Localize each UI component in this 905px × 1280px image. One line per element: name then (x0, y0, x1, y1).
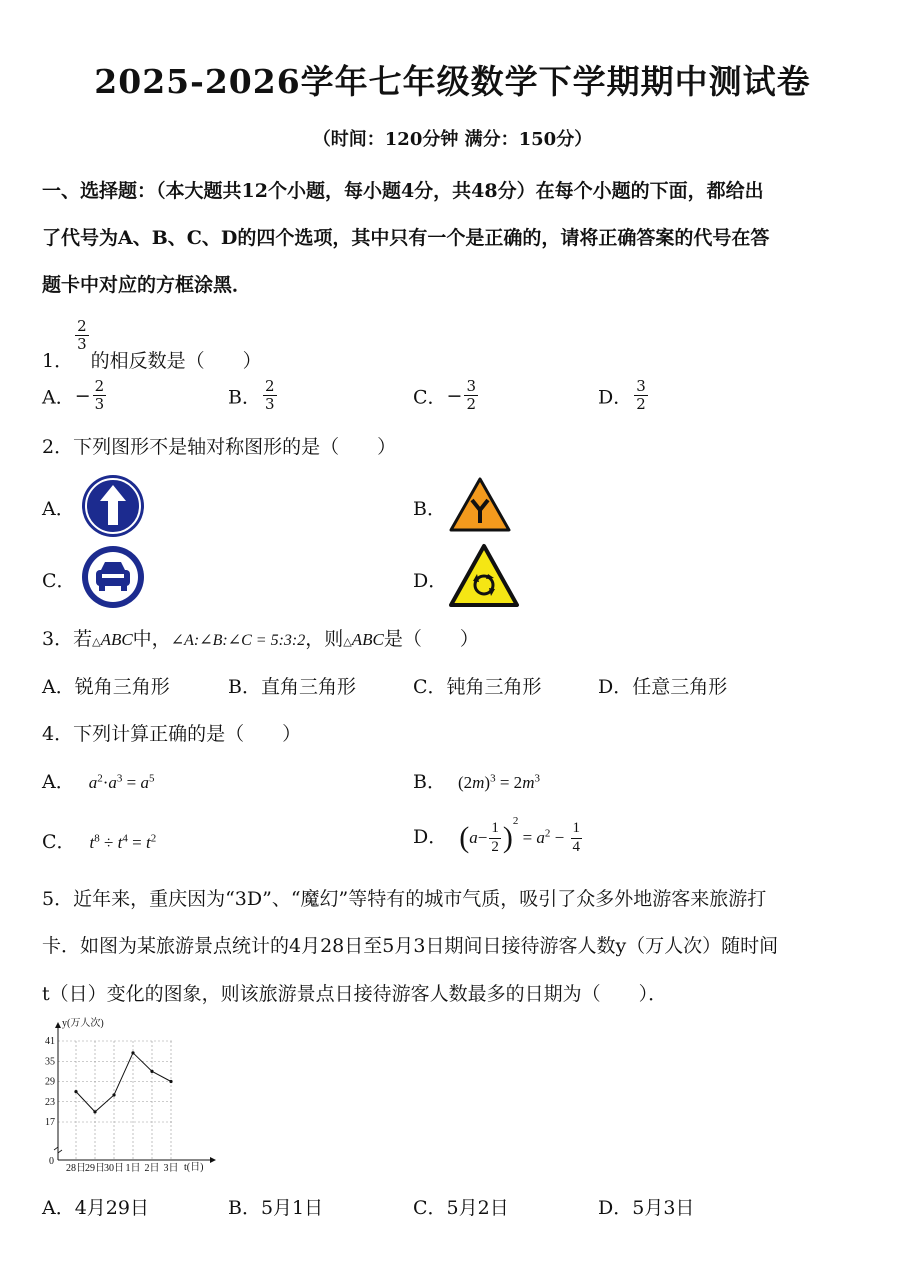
question-4: 4．下列计算正确的是（ ） (42, 723, 302, 745)
y-tick-label: 17 (45, 1117, 55, 1128)
y-tick-label: 23 (45, 1096, 55, 1108)
y-tick-label: 29 (45, 1076, 55, 1088)
option-2d-label[interactable]: D． (413, 570, 448, 592)
x-tick-label: 30日 (104, 1163, 124, 1174)
option-5d[interactable]: D．5月3日 (598, 1197, 695, 1219)
no-vehicles-sign-icon[interactable] (80, 544, 146, 610)
option-1d[interactable]: D． $\frac{3}{2}$ (598, 377, 646, 414)
question-5-line2: 卡．如图为某旅游景点统计的4月28日至5月3日期间日接待游客人数y（万人次）随时间 (42, 935, 779, 957)
section-instruction-line2: 了代号为A、B、C、D的四个选项，其中只有一个是正确的，请将正确答案的代号在答 (42, 227, 770, 249)
option-3c[interactable]: C．钝角三角形 (413, 676, 542, 698)
option-2a-label[interactable]: A． (42, 498, 75, 520)
up-arrow-sign-icon[interactable] (80, 473, 146, 539)
question-5-line3: t（日）变化的图象，则该旅游景点日接待游客人数最多的日期为（ ）． (42, 983, 668, 1005)
option-4a[interactable]: A． $a^2\cdot a^3 = a^5$ (42, 771, 155, 793)
visitor-line-chart (38, 1014, 218, 1179)
question-text: 的相反数是（ ） (90, 349, 262, 372)
option-3a[interactable]: A．锐角三角形 (42, 676, 170, 698)
data-point (93, 1110, 96, 1113)
x-tick-label: 1日 (125, 1163, 141, 1174)
y-axis-title: y(万人次) (62, 1018, 104, 1029)
axis-break (54, 1147, 62, 1153)
option-1a[interactable]: A．− $\frac{2}{3}$ (42, 377, 105, 414)
exam-info: （时间：120分钟 满分：150分） (312, 129, 593, 150)
x-tick-label: 29日 (85, 1163, 105, 1174)
y-junction-warning-sign-icon[interactable] (448, 476, 512, 534)
y-tick-label: 41 (45, 1036, 55, 1047)
option-5a[interactable]: A．4月29日 (42, 1197, 149, 1219)
fraction: $\frac{2}{3}$ (77, 317, 87, 354)
y-axis-arrow (55, 1022, 61, 1028)
x-tick-label: 2日 (144, 1163, 160, 1174)
option-2b-label[interactable]: B． (413, 498, 446, 520)
option-1c[interactable]: C．− $\frac{3}{2}$ (413, 377, 477, 414)
section-instruction-line3: 题卡中对应的方框涂黑． (42, 274, 252, 296)
data-point (74, 1090, 77, 1093)
question-3: 3．若△ABC中，∠A:∠B:∠C = 5:3:2，则△ABC是（ ） (42, 628, 479, 650)
roundabout-warning-sign-icon[interactable] (448, 543, 520, 609)
section-instruction-line1: 一、选择题：（本大题共12个小题，每小题4分，共48分）在每个小题的下面，都给出 (42, 180, 764, 202)
option-4b[interactable]: B． $(2m)^3 = 2m^3$ (413, 771, 540, 793)
question-number: 1． (42, 349, 74, 372)
option-5b[interactable]: B．5月1日 (228, 1197, 324, 1219)
x-tick-label: 3日 (163, 1163, 179, 1174)
option-2c-label[interactable]: C． (42, 570, 76, 592)
x-axis-title: t(日) (184, 1162, 204, 1173)
page-title: 2025-2026学年七年级数学下学期期中测试卷 (94, 62, 811, 101)
option-3b[interactable]: B．直角三角形 (228, 676, 356, 698)
option-4c[interactable]: C． $t^8 \div t^4 = t^2$ (42, 831, 157, 853)
x-tick-label: 28日 (66, 1163, 86, 1174)
option-1b[interactable]: B． $\frac{2}{3}$ (228, 377, 275, 414)
question-5-line1: 5．近年来，重庆因为“3D”、“魔幻”等特有的城市气质，吸引了众多外地游客来旅游打 (42, 888, 767, 910)
question-2: 2．下列图形不是轴对称图形的是（ ） (42, 436, 397, 458)
data-point (150, 1070, 153, 1073)
origin-label: 0 (49, 1156, 54, 1167)
question-1 (42, 318, 262, 373)
data-point (169, 1080, 172, 1083)
option-5c[interactable]: C．5月2日 (413, 1197, 509, 1219)
y-tick-label: 35 (45, 1056, 55, 1068)
x-axis-arrow (210, 1157, 216, 1163)
series-line (76, 1053, 171, 1112)
option-3d[interactable]: D．任意三角形 (598, 676, 728, 698)
data-point (112, 1093, 115, 1096)
data-point (131, 1051, 134, 1054)
option-4d[interactable]: D． (a− $\frac{1}{2}$ )$^2 = a^2$ − $\frac{1}{4}$ (413, 815, 581, 855)
